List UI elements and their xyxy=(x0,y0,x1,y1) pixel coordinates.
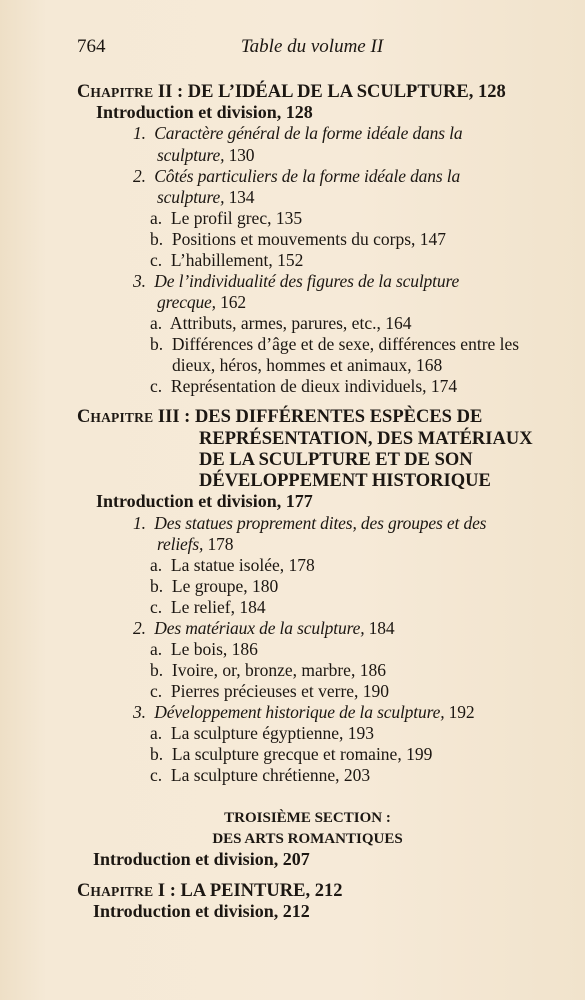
section-number: 2. xyxy=(133,166,155,186)
section-title: Développement historique de la sculpture, xyxy=(154,702,445,722)
toc-subentry: c. La sculpture chrétienne, 203 xyxy=(150,765,371,785)
toc-section-entry xyxy=(133,702,474,723)
chapter-title: : DE L’IDÉAL DE LA SCULPTURE, 128 xyxy=(176,82,506,102)
toc-subentry: c. Représentation de dieux individuels, 174 xyxy=(150,376,458,396)
toc-chapter-heading xyxy=(77,81,506,103)
section-page: 162 xyxy=(215,292,246,312)
section-title: Des statues proprement dites, des groupes et des xyxy=(154,513,487,533)
toc-intro-entry: Introduction et division, 207 xyxy=(93,849,310,869)
toc-chapter-heading xyxy=(77,880,342,902)
chapter-number: I xyxy=(153,881,170,901)
section-page: 130 xyxy=(224,145,255,165)
toc-subentry: b. Différences d’âge et de sexe, différences entre les xyxy=(150,334,520,354)
toc-chapter-heading xyxy=(77,406,482,428)
chapter-title-cont: DE LA SCULPTURE ET DE SON xyxy=(199,450,473,470)
toc-section-entry xyxy=(133,123,462,144)
chapter-title-cont: DÉVELOPPEMENT HISTORIQUE xyxy=(199,471,491,491)
section-title: Caractère général de la forme idéale dans la xyxy=(154,123,463,143)
chapter-number: III xyxy=(153,407,185,427)
toc-section-entry xyxy=(157,292,246,313)
toc-subentry: b. Ivoire, or, bronze, marbre, 186 xyxy=(150,660,386,680)
toc-intro-entry: Introduction et division, 177 xyxy=(96,491,313,511)
chapter-word-rest: HAPITRE xyxy=(90,85,154,100)
toc-section-entry xyxy=(133,271,459,292)
toc-subentry: dieux, héros, hommes et animaux, 168 xyxy=(172,355,443,375)
toc-section-entry xyxy=(157,534,233,555)
chapter-word-initial: C xyxy=(77,407,91,427)
toc-subentry: a. Le profil grec, 135 xyxy=(150,208,303,228)
toc-chapter-heading-continued xyxy=(199,428,533,450)
section-page: 192 xyxy=(444,702,475,722)
section-number: 3. xyxy=(133,271,155,291)
toc-subentry: a. La sculpture égyptienne, 193 xyxy=(150,723,375,743)
chapter-number: II xyxy=(153,82,177,102)
section-title: grecque, xyxy=(157,292,216,312)
toc-section-title: TROISIÈME SECTION : xyxy=(224,810,391,826)
section-title: sculpture, xyxy=(157,187,225,207)
toc-subentry: a. La statue isolée, 178 xyxy=(150,555,315,575)
chapter-title-cont: REPRÉSENTATION, DES MATÉRIAUX xyxy=(199,429,533,449)
chapter-word-rest: HAPITRE xyxy=(90,884,154,899)
chapter-title: : LA PEINTURE, 212 xyxy=(169,881,343,901)
section-page: 178 xyxy=(203,534,234,554)
toc-subentry: c. Le relief, 184 xyxy=(150,597,266,617)
section-title: De l’individualité des figures de la sculpture xyxy=(154,271,460,291)
running-title: Table du volume II xyxy=(240,36,384,57)
section-page: 134 xyxy=(224,187,255,207)
toc-subentry: b. La sculpture grecque et romaine, 199 xyxy=(150,744,433,764)
toc-section-title: DES ARTS ROMANTIQUES xyxy=(212,831,403,847)
toc-section-entry xyxy=(133,618,394,639)
toc-subentry: c. Pierres précieuses et verre, 190 xyxy=(150,681,390,701)
toc-subentry: b. Le groupe, 180 xyxy=(150,576,279,596)
toc-intro-entry: Introduction et division, 212 xyxy=(93,901,310,921)
section-title: sculpture, xyxy=(157,145,225,165)
page-header xyxy=(77,36,547,60)
toc-chapter-heading-continued xyxy=(199,449,473,471)
chapter-title: : DES DIFFÉRENTES ESPÈCES DE xyxy=(184,407,483,427)
chapter-word-rest: HAPITRE xyxy=(90,410,154,425)
page-number: 764 xyxy=(77,36,106,57)
section-title: Des matériaux de la sculpture, xyxy=(154,618,365,638)
toc-subentry: b. Positions et mouvements du corps, 147 xyxy=(150,229,447,249)
section-title: reliefs, xyxy=(157,534,204,554)
chapter-word-initial: C xyxy=(77,82,91,102)
section-number: 2. xyxy=(133,618,155,638)
toc-section-entry xyxy=(157,187,254,208)
section-number: 3. xyxy=(133,702,155,722)
toc-subentry: a. Attributs, armes, parures, etc., 164 xyxy=(150,313,412,333)
toc-section-entry xyxy=(157,145,254,166)
toc-chapter-heading-continued xyxy=(199,470,491,492)
toc-section-entry xyxy=(133,513,486,534)
section-number: 1. xyxy=(133,123,155,143)
toc-subentry: a. Le bois, 186 xyxy=(150,639,258,659)
section-number: 1. xyxy=(133,513,155,533)
toc-intro-entry: Introduction et division, 128 xyxy=(96,102,313,122)
toc-subentry: c. L’habillement, 152 xyxy=(150,250,304,270)
section-title: Côtés particuliers de la forme idéale dans la xyxy=(154,166,461,186)
section-page: 184 xyxy=(364,618,395,638)
toc-section-entry xyxy=(133,166,460,187)
chapter-word-initial: C xyxy=(77,881,91,901)
